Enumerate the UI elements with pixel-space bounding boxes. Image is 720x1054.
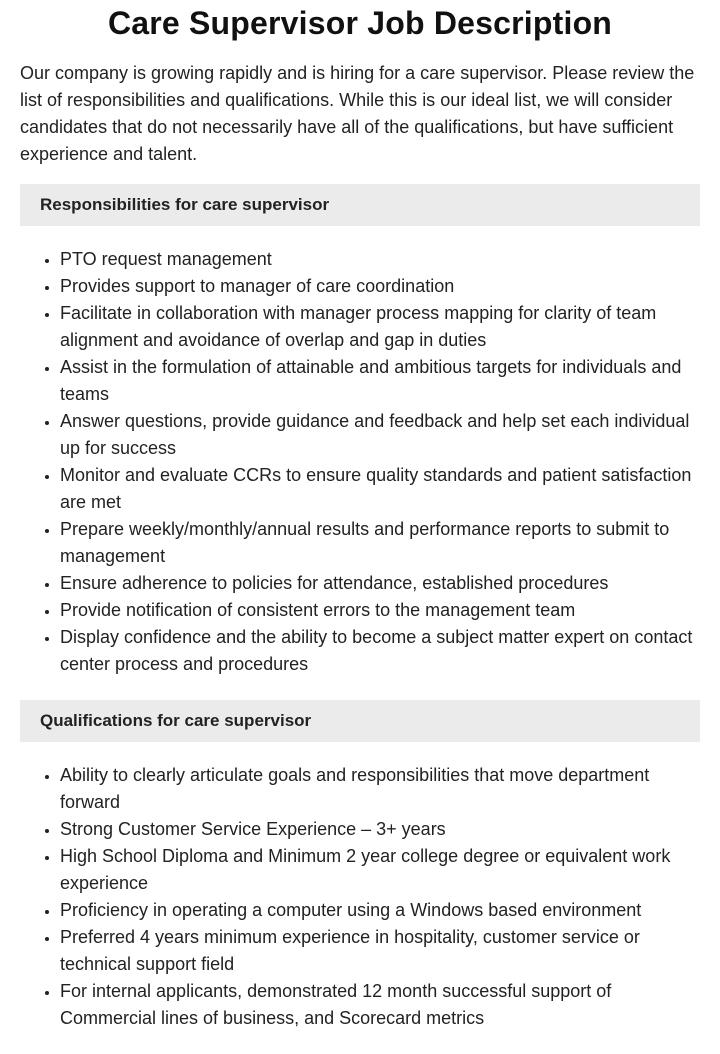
page-title: Care Supervisor Job Description bbox=[107, 5, 613, 41]
responsibilities-list bbox=[20, 246, 700, 678]
list-item: • Provides support to manager of care coordination bbox=[60, 273, 700, 300]
qualifications-list bbox=[20, 762, 700, 1032]
list-item: • Prepare weekly/monthly/annual results and performance reports to submit to management bbox=[60, 516, 700, 570]
list-item: • Facilitate in collaboration with manager process mapping for clarity of team alignment and avoidance of overlap and gap in duties bbox=[60, 300, 700, 354]
list-item: • Assist in the formulation of attainable and ambitious targets for individuals and teams bbox=[60, 354, 700, 408]
list-item: • Ability to clearly articulate goals and responsibilities that move department forward bbox=[60, 762, 700, 816]
list-item: • Ensure adherence to policies for attendance, established procedures bbox=[60, 570, 700, 597]
responsibilities-heading: Responsibilities for care supervisor bbox=[20, 184, 700, 226]
list-item: • Monitor and evaluate CCRs to ensure quality standards and patient satisfaction are met bbox=[60, 462, 700, 516]
list-item: • Provide notification of consistent errors to the management team bbox=[60, 597, 700, 624]
list-item: • Preferred 4 years minimum experience in hospitality, customer service or technical support field bbox=[60, 924, 700, 978]
list-item: • For internal applicants, demonstrated 12 month successful support of Commercial lines of business, and Scorecard metrics bbox=[60, 978, 700, 1032]
list-item: • High School Diploma and Minimum 2 year college degree or equivalent work experience bbox=[60, 843, 700, 897]
list-item: • PTO request management bbox=[60, 246, 700, 273]
list-item: • Proficiency in operating a computer using a Windows based environment bbox=[60, 897, 700, 924]
list-item: • Strong Customer Service Experience – 3+ years bbox=[60, 816, 700, 843]
list-item: • Answer questions, provide guidance and feedback and help set each individual up for success bbox=[60, 408, 700, 462]
qualifications-heading: Qualifications for care supervisor bbox=[20, 700, 700, 742]
list-item: • Display confidence and the ability to become a subject matter expert on contact center process and procedures bbox=[60, 624, 700, 678]
intro-paragraph: Our company is growing rapidly and is hiring for a care supervisor. Please review the list of responsibilities and qualifications. While this is our ideal list, we will consider candidates that do not necessarily have all of the qualifications, but have sufficient experience and talent. bbox=[20, 63, 695, 164]
